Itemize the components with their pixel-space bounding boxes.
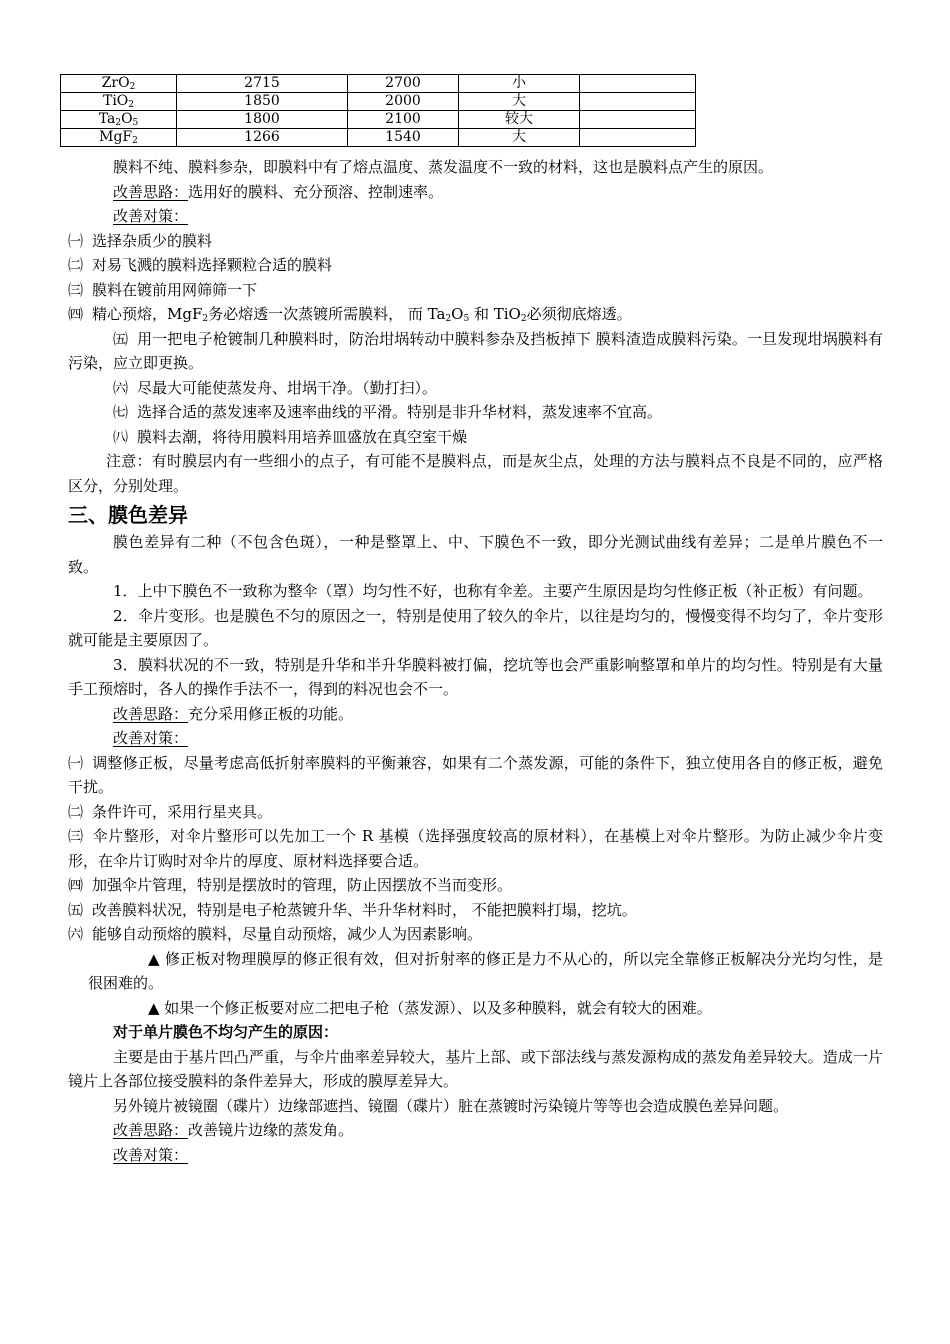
triangle-note: ▲ 如果一个修正板要对应二把电子枪（蒸发源）、以及多种膜料，就会有较大的困难。 xyxy=(148,998,712,1017)
improvement-idea: 改善思路：改善镜片边缘的蒸发角。 xyxy=(113,1121,354,1139)
measure-item: ㈠ 选择杂质少的膜料 xyxy=(68,231,213,250)
measure-item: ㈦ 选择合适的蒸发速率及速率曲线的平滑。特别是非升华材料，蒸发速率不宜高。 xyxy=(113,403,663,421)
material-name-cell: ZrO$_2$ xyxy=(61,75,177,93)
single-lens-cause: 主要是由于基片凹凸严重，与伞片曲率差异较大，基片上部、或下部法线与蒸发源构成的蒸发角差异较大。造成一片镜片上各部位接受膜料的条件差异大，形成的膜厚差异大。 xyxy=(68,1047,883,1090)
measure-item: ㈧ 膜料去潮，将待用膜料用培养皿盛放在真空室干燥 xyxy=(113,427,468,446)
section-heading: 三、膜色差异 xyxy=(68,503,188,527)
measures-label: 改善对策： xyxy=(113,729,189,747)
note-cell xyxy=(580,111,696,129)
idea-label: 改善思路： xyxy=(113,1121,189,1139)
melting-point-cell: 1266 xyxy=(177,129,348,147)
measure-item: ㈤ 改善膜料状况，特别是电子枪蒸镀升华、半升华材料时， 不能把膜料打塌，挖坑。 xyxy=(68,900,637,919)
spatter-level-cell: 较大 xyxy=(459,111,580,129)
note-cell xyxy=(580,93,696,111)
material-name-cell: TiO$_2$ xyxy=(61,93,177,111)
note-paragraph: 注意：有时膜层内有一些细小的点子，有可能不是膜料点，而是灰尘点，处理的方法与膜料点不良是不同的，应严格区分，分别处理。 xyxy=(68,452,883,495)
evaporation-temp-cell: 1540 xyxy=(348,129,459,147)
measure-item: ㈢ 膜料在镀前用网筛筛一下 xyxy=(68,280,258,299)
spatter-level-cell: 大 xyxy=(459,129,580,147)
evaporation-temp-cell: 2000 xyxy=(348,93,459,111)
single-lens-heading: 对于单片膜色不均匀产生的原因： xyxy=(113,1023,339,1041)
material-name-cell: $Ta_2O_5$ xyxy=(61,111,177,129)
measure-item: ㈢ 伞片整形，对伞片整形可以先加工一个 R 基模（选择强度较高的原材料），在基模上对伞片整形。为防止减少伞片变形，在伞片订购时对伞片的厚度、原材料选择要合适。 xyxy=(68,827,883,870)
material-table xyxy=(60,74,696,147)
measure-item: ㈣ 加强伞片管理，特别是摆放时的管理，防止因摆放不当而变形。 xyxy=(68,876,513,894)
evaporation-temp-cell: 2100 xyxy=(348,111,459,129)
cause-paragraph: 3．膜料状况的不一致，特别是升华和半升华膜料被打偏，挖坑等也会严重影响整罩和单片的均匀性。特别是有大量手工预熔时，各人的操作手法不一，得到的料况也会不一。 xyxy=(68,655,883,698)
measures-label: 改善对策： xyxy=(113,207,189,225)
measure-item: ㈥ 尽最大可能使蒸发舟、坩埚干净。（勤打扫）。 xyxy=(113,378,438,397)
measure-item: ㈡ 对易飞溅的膜料选择颗粒合适的膜料 xyxy=(68,256,333,274)
measure-item: ㈠ 调整修正板，尽量考虑高低折射率膜料的平衡兼容，如果有二个蒸发源，可能的条件下，独立使用各自的修正板，避免干扰。 xyxy=(68,753,883,796)
spatter-level-cell: 大 xyxy=(459,93,580,111)
idea-label: 改善思路： xyxy=(113,182,189,201)
table-row xyxy=(61,93,696,111)
evaporation-temp-cell: 2700 xyxy=(348,75,459,93)
table-row xyxy=(61,129,696,147)
measure-item: ㈤ 用一把电子枪镀制几种膜料时，防治坩埚转动中膜料参杂及挡板掉下 膜料渣造成膜料污染。一旦发现坩埚膜料有污染，应立即更换。 xyxy=(68,329,883,372)
improvement-idea: 改善思路：充分采用修正板的功能。 xyxy=(113,704,354,723)
melting-point-cell: 2715 xyxy=(177,75,348,93)
impure-material-paragraph: 膜料不纯、膜料参杂，即膜料中有了熔点温度、蒸发温度不一致的材料，这也是膜料点产生的原因。 xyxy=(113,158,774,176)
table-row xyxy=(61,111,696,129)
cause-paragraph: 2．伞片变形。也是膜色不匀的原因之一，特别是使用了较久的伞片，以往是均匀的，慢慢变得不均匀了，伞片变形就可能是主要原因了。 xyxy=(68,606,883,649)
measure-item: ㈥ 能够自动预熔的膜料，尽量自动预熔，减少人为因素影响。 xyxy=(68,925,483,943)
table-row xyxy=(61,75,696,93)
improvement-idea: 改善思路：选用好的膜料、充分预溶、控制速率。 xyxy=(113,182,444,201)
idea-label: 改善思路： xyxy=(113,704,189,723)
single-lens-cause: 另外镜片被镜圈（碟片）边缘部遮挡、镜圈（碟片）脏在蒸镀时污染镜片等等也会造成膜色差异问题。 xyxy=(113,1096,789,1115)
measures-label: 改善对策： xyxy=(113,1145,189,1164)
cause-paragraph: 1．上中下膜色不一致称为整伞（罩）均匀性不好，也称有伞差。主要产生原因是均匀性修正板（补正板）有问题。 xyxy=(113,582,873,600)
material-name-cell: MgF$_2$ xyxy=(61,129,177,147)
triangle-note: ▲ 修正板对物理膜厚的修正很有效，但对折射率的修正是力不从心的，所以完全靠修正板解决分光均匀性，是很困难的。 xyxy=(88,949,883,992)
measure-item: ㈣ 精心预熔，MgF$_2$务必熔透一次蒸镀所需膜料， 而 $Ta_2O_5$ 和 TiO$_2$必须彻底熔透。 xyxy=(68,305,632,324)
color-diff-intro: 膜色差异有二种（不包含色斑），一种是整罩上、中、下膜色不一致，即分光测试曲线有差异；二是单片膜色不一致。 xyxy=(68,533,883,576)
note-cell xyxy=(580,129,696,147)
body-text xyxy=(68,155,883,1167)
note-cell xyxy=(580,75,696,93)
spatter-level-cell: 小 xyxy=(459,75,580,93)
measure-item: ㈡ 条件许可，采用行星夹具。 xyxy=(68,802,273,821)
melting-point-cell: 1850 xyxy=(177,93,348,111)
melting-point-cell: 1800 xyxy=(177,111,348,129)
